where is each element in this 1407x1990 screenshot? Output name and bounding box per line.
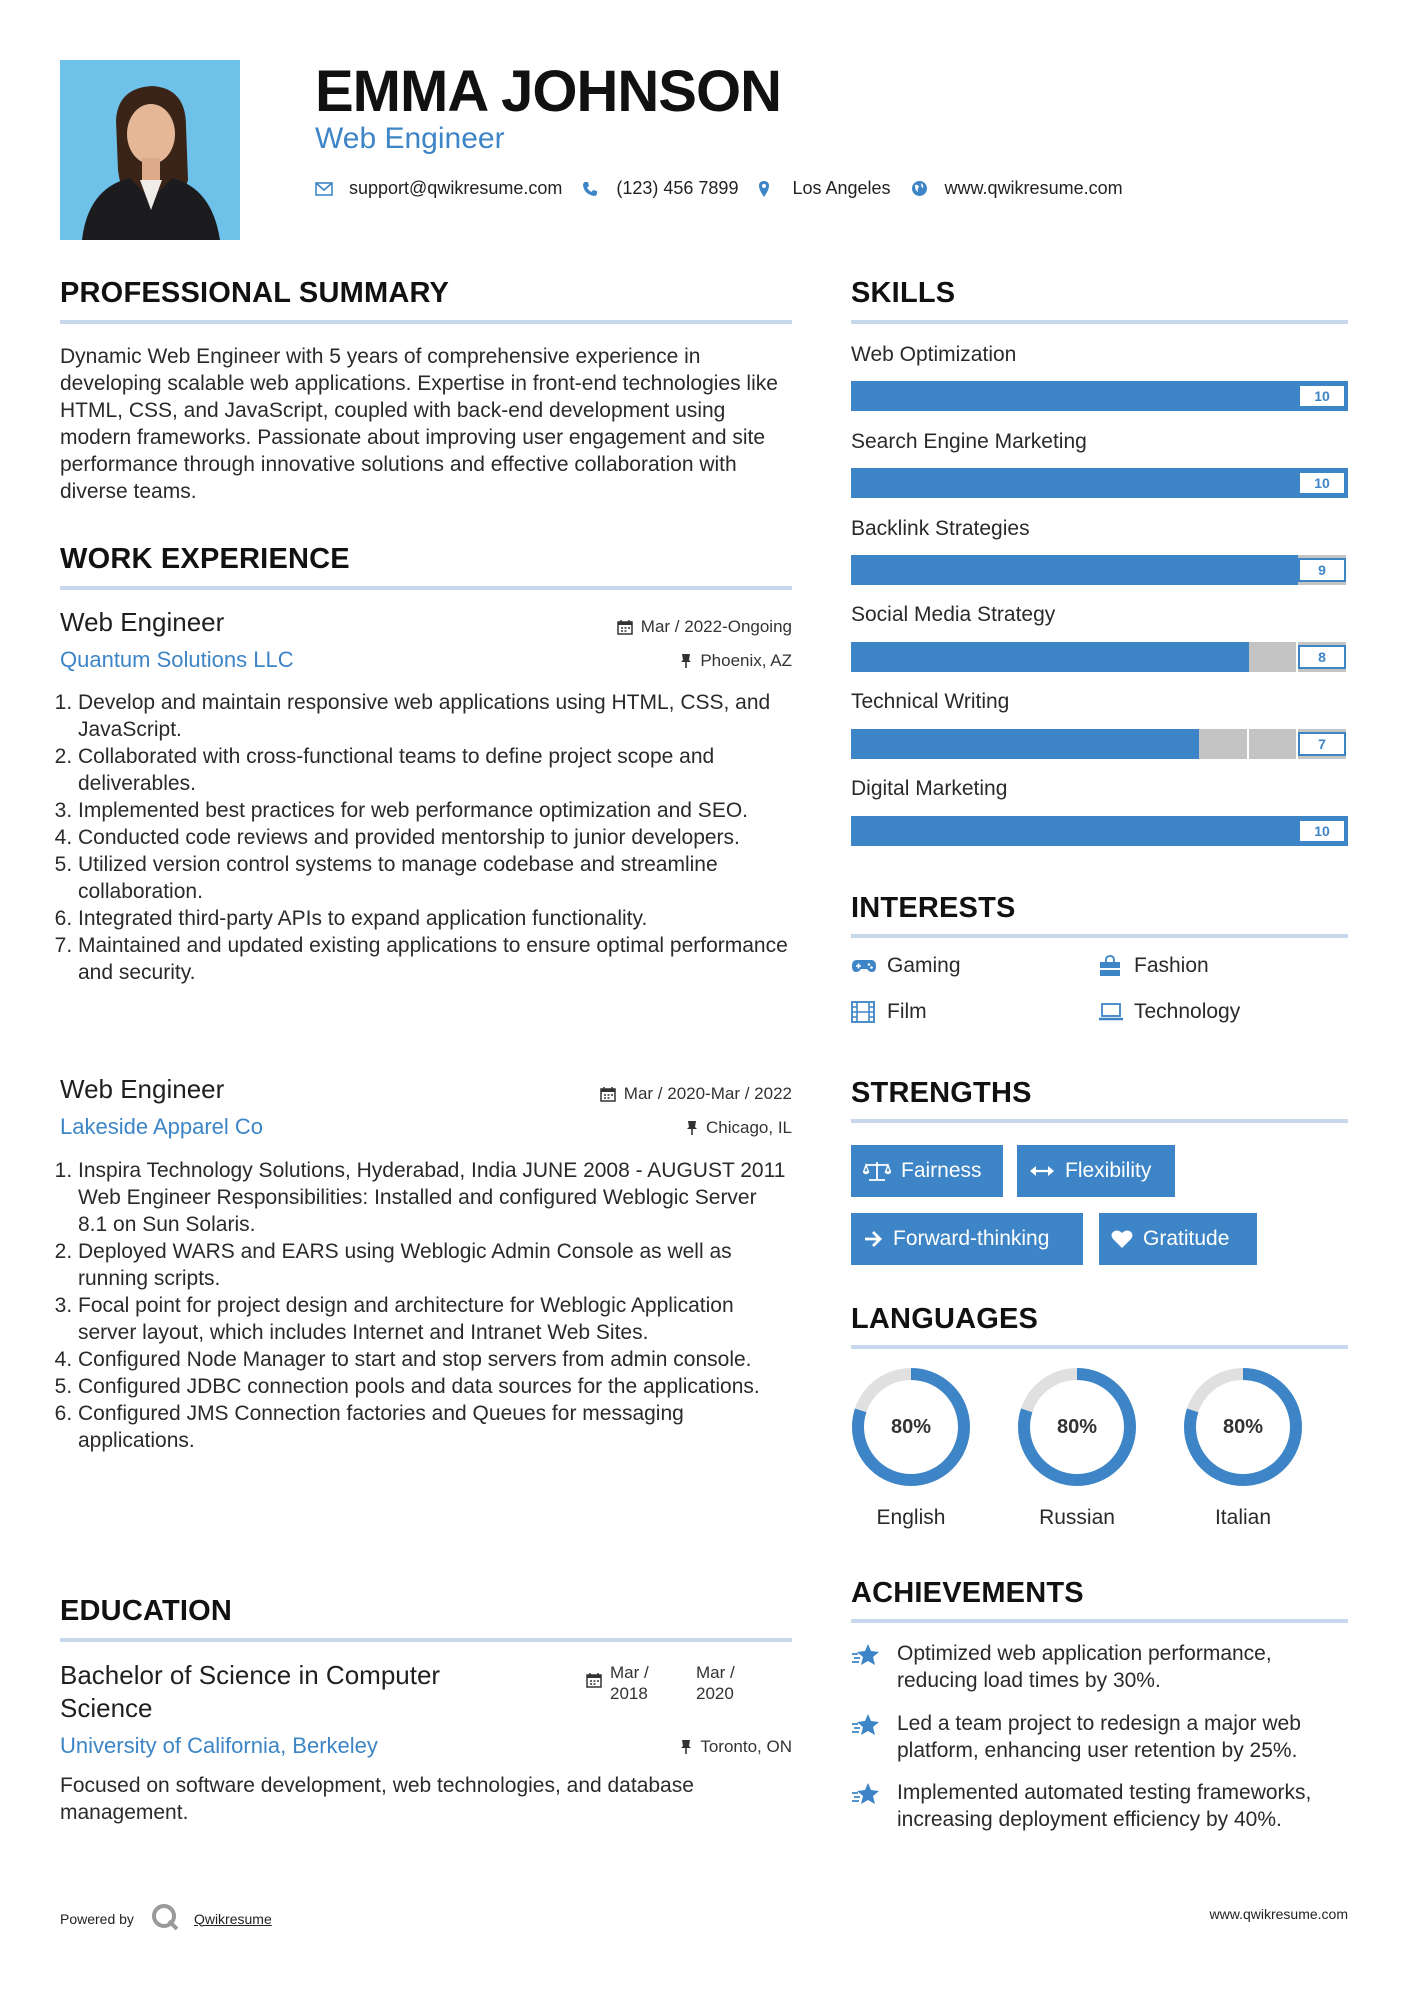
achievement-item [851, 1710, 1347, 1764]
job-company: Quantum Solutions LLC [60, 647, 294, 672]
languages-title: LANGUAGES [851, 1303, 1039, 1335]
list-item: 6. Integrated third-party APIs to expand application functionality. [78, 905, 790, 932]
contact-location: Los Angeles [792, 178, 891, 198]
skill-level-badge: 10 [1298, 819, 1346, 843]
language-ring [1182, 1366, 1304, 1488]
strength-chip [1017, 1145, 1175, 1197]
job-location [686, 1118, 792, 1138]
star-badge-icon [851, 1640, 881, 1694]
job-dates [600, 1084, 792, 1104]
interest-technology [1098, 1000, 1240, 1024]
skill-bar-fill [851, 468, 1348, 498]
section-divider [851, 320, 1348, 324]
section-divider [851, 1119, 1348, 1123]
job-dates-text: Mar / 2020-Mar / 2022 [623, 1084, 792, 1103]
skill-level-badge: 10 [1298, 471, 1346, 495]
job-dates-text: Mar / 2022-Ongoing [640, 617, 792, 636]
interests-title: INTERESTS [851, 892, 1016, 924]
skill-bar [851, 816, 1348, 846]
section-divider [851, 1345, 1348, 1349]
education-end: Mar / 2020 [696, 1663, 735, 1703]
strength-chip [851, 1213, 1083, 1265]
arrow-right-icon [863, 1230, 883, 1248]
strength-label: Gratitude [1143, 1227, 1230, 1250]
section-divider [851, 934, 1348, 938]
interest-label: Gaming [887, 954, 961, 977]
pushpin-icon [680, 1739, 692, 1755]
language-percent: 80% [1222, 1416, 1264, 1438]
job-duties-list [60, 689, 790, 986]
skill-bar-fill [851, 381, 1348, 411]
strength-label: Forward-thinking [893, 1227, 1050, 1250]
summary-text: Dynamic Web Engineer with 5 years of comprehensive experience in developing scalable web applications. Expertise in front-end technologies like HTML, CSS, and JavaScript, coupled with back-end development using modern frameworks. Passionate about improving user engagement and site performance through innovative solutions and effective collaboration with diverse teams. [60, 345, 778, 503]
list-item: 2. Collaborated with cross-functional teams to define project scope and deliverables. [78, 743, 790, 797]
achievement-text: Optimized web application performance, reducing load times by 30%. [897, 1642, 1272, 1692]
strength-label: Flexibility [1065, 1159, 1152, 1182]
interest-label: Film [887, 1000, 927, 1023]
list-item: 2. Deployed WARS and EARS using Weblogic Admin Console as well as running scripts. [78, 1238, 790, 1292]
strength-chip [1099, 1213, 1257, 1265]
education-start: Mar / 2018 [610, 1663, 649, 1703]
skill-level-badge: 8 [1298, 645, 1346, 669]
skill-level-badge: 10 [1298, 384, 1346, 408]
skill-bar [851, 468, 1348, 498]
contact-website[interactable]: www.qwikresume.com [944, 178, 1123, 198]
achievement-item [851, 1779, 1347, 1833]
footer-powered-by [60, 1902, 272, 1935]
education-text: Focused on software development, web technologies, and database management. [60, 1774, 694, 1824]
calendar-icon [600, 1086, 616, 1102]
skill-bar-fill [851, 642, 1249, 672]
skill-bar-fill [851, 555, 1298, 585]
strength-label: Fairness [901, 1159, 982, 1182]
skill-bar-fill [851, 816, 1348, 846]
interest-gaming [851, 954, 961, 978]
skill-bar [851, 381, 1348, 411]
skill-label: Backlink Strategies [851, 517, 1030, 540]
job-location [680, 651, 792, 671]
pushpin-icon [686, 1120, 698, 1136]
interest-label: Technology [1134, 1000, 1241, 1023]
contact-bar [315, 178, 1143, 199]
job-title: Web Engineer [60, 1074, 225, 1104]
list-item: 3. Focal point for project design and architecture for Weblogic Application server layout, which includes Internet and Intranet Web Sites. [78, 1292, 790, 1346]
strength-chip [851, 1145, 1003, 1197]
star-badge-icon [851, 1779, 881, 1833]
list-item: 1. Inspira Technology Solutions, Hyderabad, India JUNE 2008 - AUGUST 2011 Web Engineer Responsibilities: Installed and configured Weblogic Server 8.1 on Sun Solaris. [78, 1157, 790, 1238]
job-location-text: Phoenix, AZ [700, 651, 792, 670]
shopping-bag-icon [1098, 955, 1124, 977]
job-location-text: Chicago, IL [706, 1118, 792, 1137]
skill-bar-segment [1199, 729, 1249, 759]
language-name: Russian [1039, 1506, 1115, 1529]
qwikresume-link[interactable]: Qwikresume [193, 1910, 272, 1927]
contact-phone[interactable]: (123) 456 7899 [616, 178, 739, 198]
list-item: 5. Utilized version control systems to manage codebase and streamline collaboration. [78, 851, 790, 905]
list-item: 7. Maintained and updated existing applications to ensure optimal performance and security. [78, 932, 790, 986]
skill-level-badge: 9 [1298, 558, 1346, 582]
language-ring [850, 1366, 972, 1488]
skill-bar [851, 729, 1348, 759]
skill-label: Social Media Strategy [851, 603, 1056, 626]
strengths-title: STRENGTHS [851, 1077, 1032, 1109]
education-title: EDUCATION [60, 1595, 233, 1627]
skill-label: Technical Writing [851, 690, 1010, 713]
experience-title: WORK EXPERIENCE [60, 543, 350, 575]
language-english [850, 1366, 972, 1530]
job-company: Lakeside Apparel Co [60, 1114, 264, 1139]
education-location [680, 1737, 792, 1757]
summary-title: PROFESSIONAL SUMMARY [60, 277, 450, 309]
section-divider [60, 586, 792, 590]
interest-film [851, 1000, 927, 1024]
list-item: 4. Configured Node Manager to start and stop servers from admin console. [78, 1346, 790, 1373]
section-divider [60, 320, 792, 324]
globe-icon [911, 179, 931, 199]
list-item: 5. Configured JDBC connection pools and data sources for the applications. [78, 1373, 790, 1400]
laptop-icon [1098, 1001, 1124, 1023]
candidate-name: EMMA JOHNSON [315, 59, 781, 124]
contact-email[interactable]: support@qwikresume.com [349, 178, 563, 198]
list-item: 3. Implemented best practices for web performance optimization and SEO. [78, 797, 790, 824]
language-percent: 80% [890, 1416, 932, 1438]
skill-level-badge: 7 [1298, 732, 1346, 756]
achievement-text: Led a team project to redesign a major web platform, enhancing user retention by 25%. [897, 1712, 1301, 1762]
qwikresume-logo-icon [150, 1902, 180, 1935]
job-duties-list [60, 1157, 790, 1454]
skill-bar [851, 555, 1348, 585]
arrows-horizontal-icon [1029, 1164, 1055, 1178]
map-marker-icon [758, 179, 778, 199]
skill-bar-fill [851, 729, 1199, 759]
skill-label: Web Optimization [851, 343, 1017, 366]
achievement-item [851, 1640, 1347, 1694]
pushpin-icon [680, 653, 692, 669]
education-location-text: Toronto, ON [700, 1737, 792, 1756]
job-dates [617, 617, 792, 637]
interest-fashion [1098, 954, 1209, 978]
language-italian [1182, 1366, 1304, 1530]
achievement-text: Implemented automated testing frameworks, increasing deployment efficiency by 40%. [897, 1781, 1312, 1831]
candidate-role: Web Engineer [315, 122, 505, 155]
gamepad-icon [851, 955, 877, 977]
education-dates [586, 1662, 748, 1704]
powered-by-label: Powered by [60, 1910, 134, 1927]
star-badge-icon [851, 1710, 881, 1764]
list-item: 4. Conducted code reviews and provided mentorship to junior developers. [78, 824, 790, 851]
language-ring [1016, 1366, 1138, 1488]
section-divider [60, 1638, 792, 1642]
interest-label: Fashion [1134, 954, 1209, 977]
language-russian [1016, 1366, 1138, 1530]
heart-icon [1111, 1229, 1133, 1249]
language-name: English [876, 1506, 946, 1529]
job-title: Web Engineer [60, 607, 225, 637]
profile-photo [60, 60, 240, 240]
section-divider [851, 1619, 1348, 1623]
school-name: University of California, Berkeley [60, 1733, 378, 1758]
footer-website[interactable]: www.qwikresume.com [1209, 1906, 1348, 1922]
skill-label: Digital Marketing [851, 777, 1008, 800]
list-item: 6. Configured JMS Connection factories and Queues for messaging applications. [78, 1400, 790, 1454]
balance-scale-icon [863, 1160, 891, 1182]
calendar-icon [586, 1662, 602, 1688]
skill-label: Search Engine Marketing [851, 430, 1087, 453]
film-icon [851, 1001, 877, 1023]
language-percent: 80% [1056, 1416, 1098, 1438]
list-item: 1. Develop and maintain responsive web applications using HTML, CSS, and JavaScript. [78, 689, 790, 743]
skill-bar [851, 642, 1348, 672]
skills-title: SKILLS [851, 277, 956, 309]
calendar-icon [617, 619, 633, 635]
envelope-icon [315, 179, 335, 199]
phone-icon [582, 179, 602, 199]
skill-bar-segment [1249, 729, 1299, 759]
achievements-title: ACHIEVEMENTS [851, 1577, 1084, 1609]
language-name: Italian [1214, 1506, 1272, 1529]
skill-bar-segment [1249, 642, 1299, 672]
degree-title: Bachelor of Science in Computer Science [60, 1660, 441, 1723]
